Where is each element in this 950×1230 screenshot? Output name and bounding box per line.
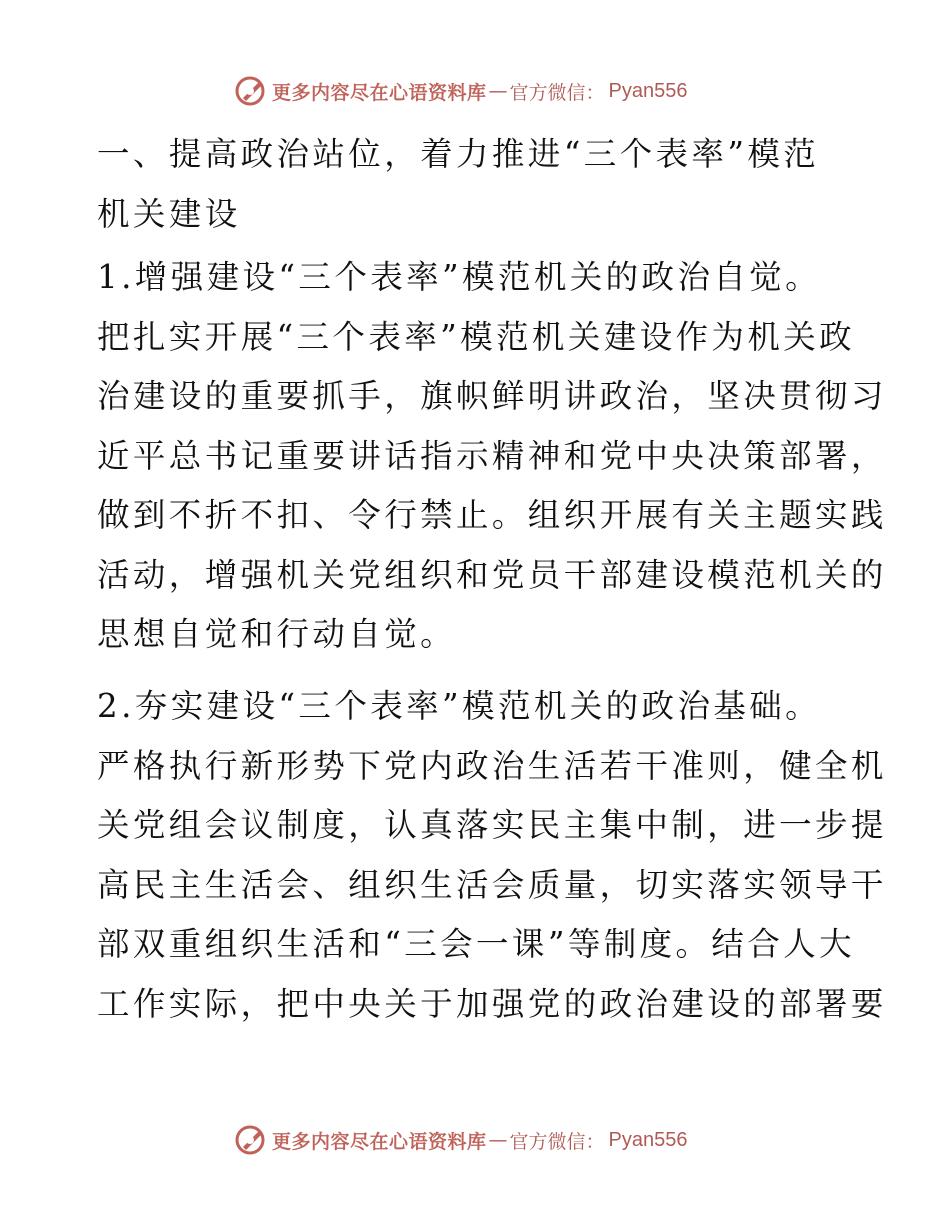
paragraph-line: 思想自觉和行动自觉。: [97, 615, 457, 653]
paragraph-section-2: [97, 677, 887, 1034]
paragraph-line: 做到不折不扣、令行禁止。组织开展有关主题实践: [97, 496, 887, 534]
watermark-text: 更多内容尽在心语资料库: [272, 81, 487, 104]
paragraph-line: 关党组会议制度，认真落实民主集中制，进一步提: [97, 806, 887, 844]
paragraph-line: 部双重组织生活和“三会一课”等制度。结合人大: [97, 925, 856, 963]
pen-seal-logo-icon: [234, 74, 268, 108]
pen-seal-logo-icon: [234, 1123, 268, 1157]
heading-line: 一、提高政治站位，着力推进“三个表率”模范: [97, 135, 820, 173]
watermark-text: 更多内容尽在心语资料库: [272, 1130, 487, 1153]
watermark-official-label: 官方微信：: [509, 1130, 605, 1153]
paragraph-line: 1.增强建设“三个表率”模范机关的政治自觉。: [97, 258, 822, 296]
paragraph-line: 近平总书记重要讲话指示精神和党中央决策部署，: [97, 436, 887, 475]
paragraph-line: 工作实际，把中央关于加强党的政治建设的部署要: [97, 984, 887, 1023]
paragraph-line: 把扎实开展“三个表率”模范机关建设作为机关政: [97, 317, 856, 356]
heading-line: 机关建设: [97, 194, 241, 233]
paragraph-line: 2.夯实建设“三个表率”模范机关的政治基础。: [97, 687, 822, 725]
paragraph-line: 高民主生活会、组织生活会质量，切实落实领导干: [97, 865, 887, 904]
watermark-official-label: 官方微信：: [509, 81, 605, 104]
header-watermark: [234, 74, 688, 108]
watermark-wechat-id: Pyan556: [608, 1128, 688, 1151]
paragraph-line: 治建设的重要抓手，旗帜鲜明讲政治，坚决贯彻习: [97, 377, 887, 415]
footer-watermark: [234, 1123, 688, 1157]
watermark-dash: —: [488, 1129, 508, 1151]
paragraph-line: 严格执行新形势下党内政治生活若干准则，健全机: [97, 746, 887, 785]
paragraph-section-1: [97, 248, 887, 665]
paragraph-line: 活动，增强机关党组织和党员干部建设模范机关的: [97, 555, 887, 594]
watermark-wechat-id: Pyan556: [608, 79, 688, 102]
section-heading: [97, 125, 857, 244]
watermark-dash: —: [488, 80, 508, 102]
